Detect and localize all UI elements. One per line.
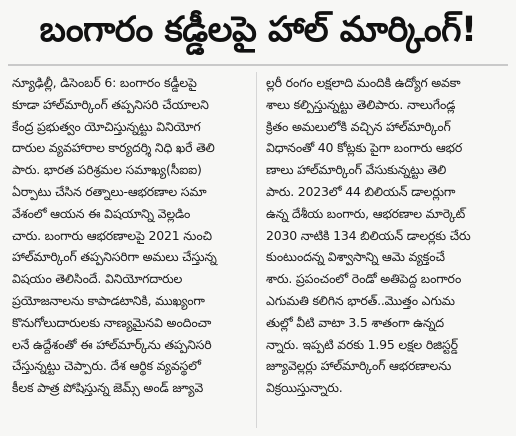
article-line: వేశంలో ఆయన ఈ విషయాన్ని వెల్లడిం — [12, 205, 191, 221]
article-line: న్నారు. ఇప్పటి వరకు 1.95 లక్షల రిజిస్టర్డ్‌ — [266, 336, 458, 352]
article-line: విక్రయిస్తున్నారు. — [266, 380, 343, 396]
article-line: కూడా హాల్‌మార్కింగ్‌ తప్పనిసరి చేయాలని — [12, 96, 209, 112]
article-line: శాలు కల్పిస్తున్నట్టు తెలిపారు. నాలుగేండ్ల — [266, 96, 456, 112]
article-line: ప్రయోజనాలను కాపాడటానికి, ముఖ్యంగా — [12, 292, 205, 308]
article-line: 2030 నాటికి 134 బిలియన్‌ డాలర్లకు చేరు — [266, 227, 471, 243]
article-line: పారు. భారత పరిశ్రమల సమాఖ్య(సీఐఐ) — [12, 162, 202, 178]
article-column-left — [12, 72, 255, 399]
article-line: క్రితం అమలులోకి వచ్చిన హాల్‌మార్కింగ్‌ — [266, 118, 451, 134]
article-line: కేంద్ర ప్రభుత్వం యోచిస్తున్నట్టు వినియోగ — [12, 118, 201, 134]
article-column-right — [266, 72, 509, 399]
headline-rule — [8, 64, 508, 66]
article-line: విధానంతో 40 కోట్లకు పైగా బంగారు ఆభర — [266, 140, 463, 156]
headline: బంగారం కడ్డీలపై హాల్‌ మార్కింగ్‌! — [39, 10, 477, 50]
article-line: లనే ఉద్దేశంతో ఈ హాల్‌మార్క్‌ను తప్పనిసరి — [12, 336, 212, 352]
article-line: విషయం తెలిసిందే. వినియోగదారుల — [12, 271, 183, 287]
article-line: కీలక పాత్ర పోషిస్తున్న జెమ్స్‌ అండ్‌ జ్యూవె — [12, 380, 204, 396]
article-line: కుంటుందన్న విశ్వాసాన్ని ఆమె వ్యక్తంచే — [266, 249, 445, 265]
article-line: శారు. ప్రపంచంలో రెండో అతిపెద్ద బంగారం — [266, 271, 462, 287]
article-line: ల్లరీ రంగం లక్షలాది మందికి ఉద్యోగ అవకా — [266, 75, 461, 90]
column-divider — [256, 72, 257, 428]
article-line: చారు. బంగారు ఆభరణాలపై 2021 నుంచి — [12, 227, 212, 243]
article-line: ణాలు హాల్‌మార్కింగ్‌ వేసుకున్నట్టు తెలి — [266, 162, 447, 178]
article-line: జ్యూవెల్లర్లు హాల్‌మార్కింగ్‌ ఆభరణాలను — [266, 358, 452, 374]
article-line: ఉన్న దేశీయ బంగారు, ఆభరణాల మార్కెట్‌ — [266, 205, 466, 221]
article-line: ఏర్పాటు చేసిన రత్నాలు-ఆభరణాల సమా — [12, 183, 207, 199]
article-line: కొనుగోలుదారులకు నాణ్యమైనవి అందించా — [12, 314, 212, 330]
article-line: తుల్లో వీటి వాటా 3.5 శాతంగా ఉన్నద — [266, 314, 444, 330]
article-line: ఎగుమతి కలిగిన భారత్‌..మొత్తం ఎగుమ — [266, 292, 455, 308]
article-line: హాల్‌మార్కింగ్‌ తప్పనిసరిగా అమలు చేస్తున్న — [12, 249, 217, 265]
article-line: పారు. 2023లో 44 బిలియన్‌ డాలర్లుగా — [266, 183, 456, 199]
article-line: న్యూఢిల్లీ, డిసెంబర్‌ 6: బంగారం కడ్డీలపై — [12, 75, 197, 90]
article-line: చేస్తున్నట్టు చెప్పారు. దేశ ఆర్థిక వ్యవస్థలో — [12, 358, 201, 374]
article-line: దారుల వ్యవహారాల కార్యదర్శి నిధి ఖరే తెలి — [12, 140, 215, 156]
